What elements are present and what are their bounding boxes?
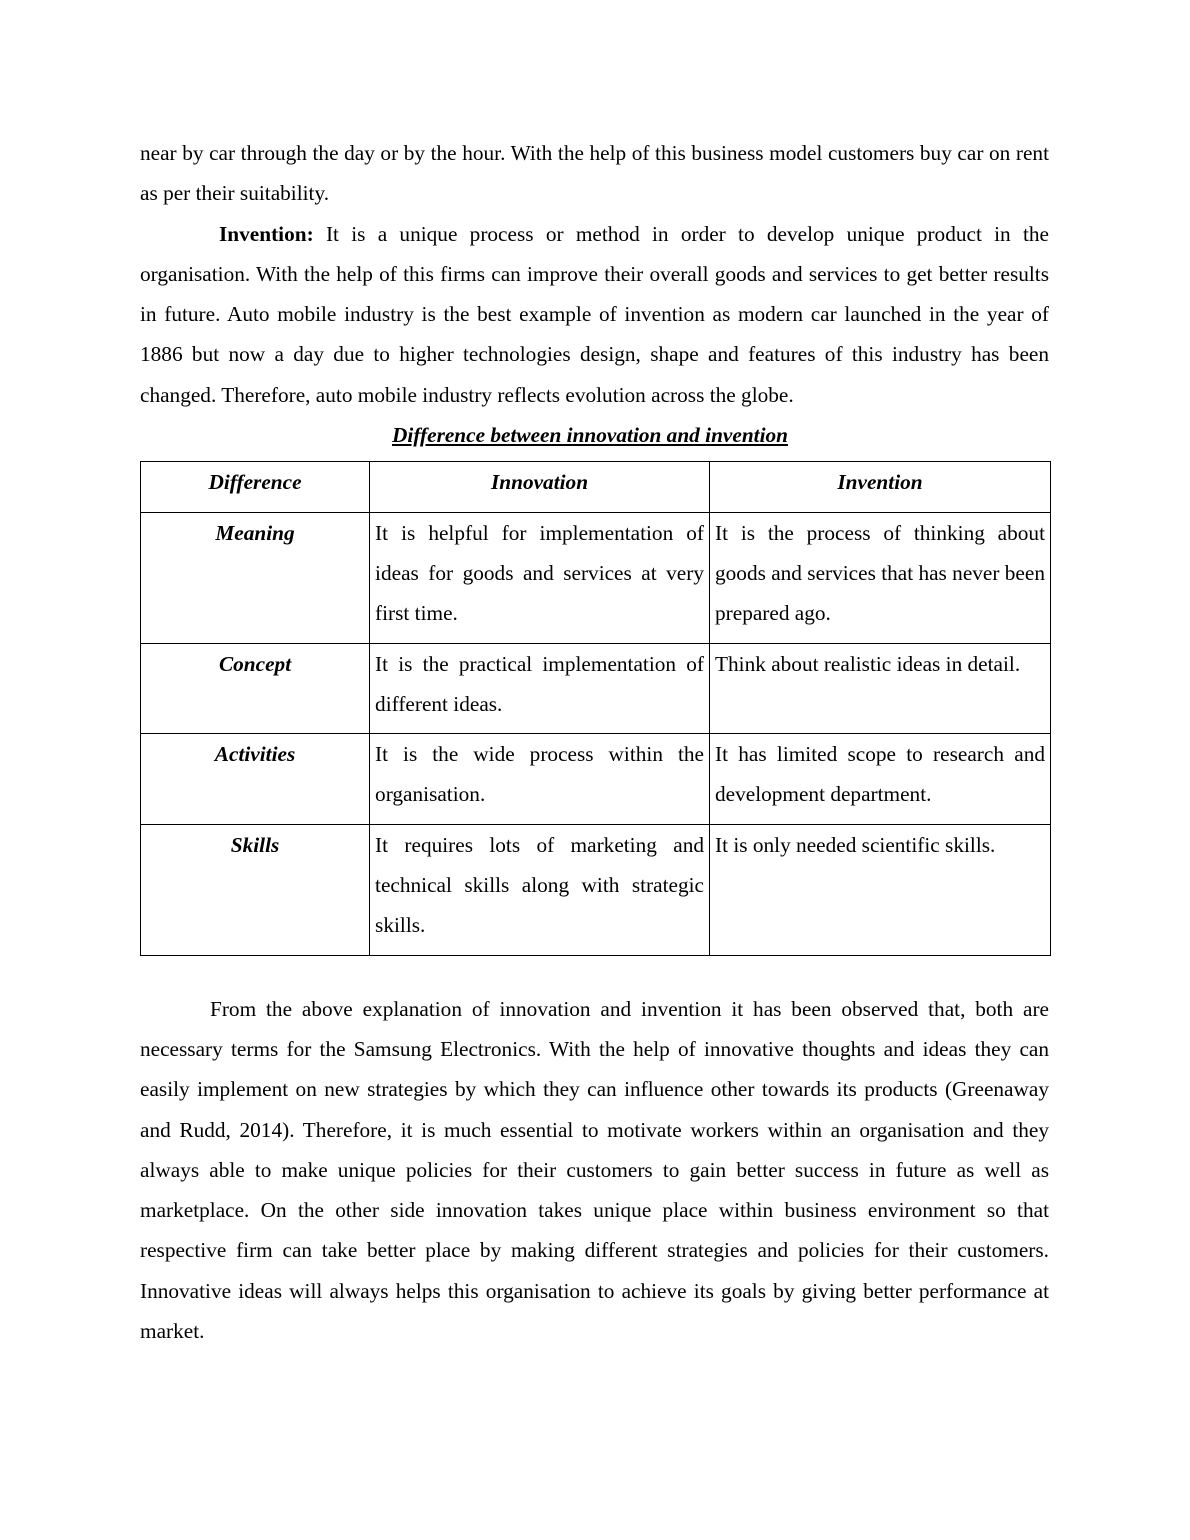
cell-innovation: It is the practical implementation of different ideas. <box>370 643 710 734</box>
header-invention: Invention <box>710 462 1051 512</box>
cell-innovation: It requires lots of marketing and technical skills along with strategic skills. <box>370 824 710 955</box>
table-row <box>141 734 1051 825</box>
row-label-meaning: Meaning <box>141 512 370 643</box>
cell-invention: It is the process of thinking about goods and services that has never been prepared ago. <box>710 512 1051 643</box>
table-header-row <box>141 462 1051 512</box>
row-label-skills: Skills <box>141 824 370 955</box>
paragraph-conclusion: From the above explanation of innovation and invention it has been observed that, both are necessary terms for the Samsung Electronics. With the help of innovative thoughts and ideas they can easily implement on new strategies by which they can influence other towards its products (Greenaway and Rudd, 2014). Therefore, it is much essential to motivate workers within an organisation and they always able to make unique policies for their customers to gain better success in future as well as marketplace. On the other side innovation takes unique place within business environment so that respective firm can take better place by making different strategies and policies for their customers. Innovative ideas will always helps this organisation to achieve its goals by giving better performance at market. <box>140 996 1049 1344</box>
cell-invention: It is only needed scientific skills. <box>710 824 1051 955</box>
row-label-activities: Activities <box>141 734 370 825</box>
cell-innovation: It is helpful for implementation of ideas for goods and services at very first time. <box>370 512 710 643</box>
paragraph-car-rental: near by car through the day or by the hour. With the help of this business model customers buy car on rent as per their suitability. <box>140 141 1049 206</box>
cell-innovation: It is the wide process within the organisation. <box>370 734 710 825</box>
cell-invention: Think about realistic ideas in detail. <box>710 643 1051 734</box>
table-row <box>141 824 1051 955</box>
invention-definition: It is a unique process or method in order to develop unique product in the organisation. With the help of this firms can improve their overall goods and services to get better results in future. Auto mobile industry is the best example of invention as modern car launched in the year of 1886 but now a day due to higher technologies design, shape and features of this industry has been changed. Therefore, auto mobile industry reflects evolution across the globe. <box>140 221 1049 407</box>
invention-term: Invention: <box>219 221 314 246</box>
document-page <box>140 133 1049 1351</box>
table-caption: Difference between innovation and invention <box>392 423 788 448</box>
table-row <box>141 512 1051 643</box>
row-label-concept: Concept <box>141 643 370 734</box>
header-innovation: Innovation <box>370 462 710 512</box>
paragraph-invention <box>140 214 1049 415</box>
comparison-table <box>140 461 1051 955</box>
cell-invention: It has limited scope to research and development department. <box>710 734 1051 825</box>
header-difference: Difference <box>141 462 370 512</box>
table-row <box>141 643 1051 734</box>
